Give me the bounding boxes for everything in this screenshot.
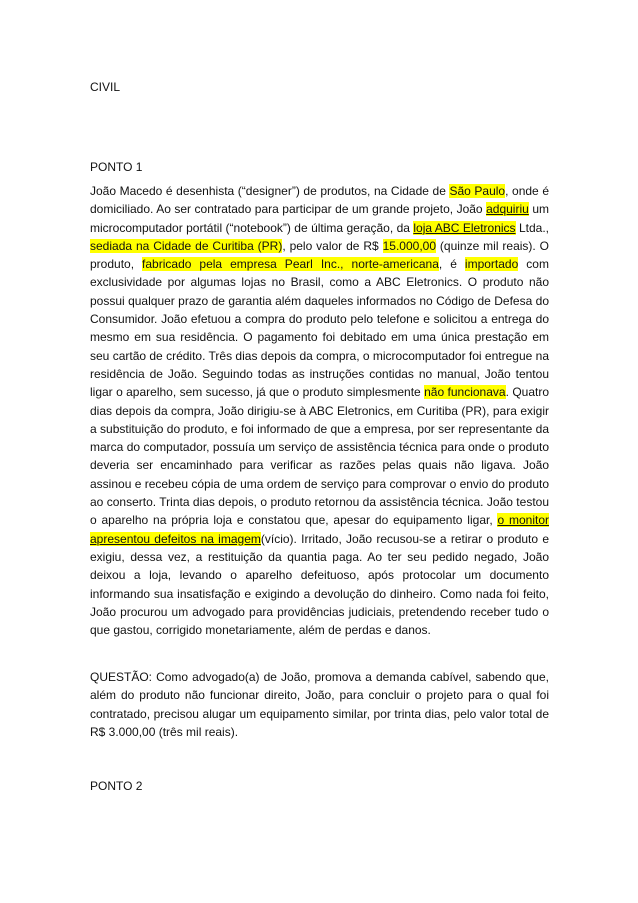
paragraph-text: , onde é domiciliado. Ao ser contratado para participar de um grande projeto, João: [90, 184, 549, 217]
highlighted-text: sediada na Cidade de Curitiba (PR): [90, 238, 283, 253]
highlighted-text: não funcionava: [424, 385, 506, 400]
paragraph-text: (vício). Irritado, João recusou-se a retirar o produto e exigiu, dessa vez, a restituição da quantia paga. Ao ter seu pedido negado, João deixou a loja, levando o aparelho defeituoso, após protocolar um documento informando sua insatisfação e exigindo a devolução do dinheiro. Como nada foi feito, João procurou um advogado para providências judiciais, pretendendo receber tudo o que gastou, corrigido monetariamente, além de perdas e danos.: [90, 531, 549, 638]
highlighted-text: 15.000,00: [382, 238, 436, 253]
highlighted-text: o monitor apresentou defeitos na imagem: [90, 513, 549, 546]
paragraph-text: João Macedo é desenhista (“designer”) de produtos, na Cidade de: [90, 184, 450, 198]
paragraph-text: . Quatro dias depois da compra, João dirigiu-se à ABC Eletronics, em Curitiba (PR), para exigir a substituição do produto, e foi informado de que a empresa, por ser representante da marca do computador, possuía um serviço de assistência técnica para onde o produto deveria ser encaminhado para verificar as razões pelas quais não ligava. João assinou e recebeu cópia de uma ordem de serviço para comprovar o envio do produto ao conserto. Trinta dias depois, o produto retornou da assistência técnica. João testou o aparelho na própria loja e constatou que, apesar do equipamento ligar,: [90, 385, 550, 528]
paragraph-text: com exclusividade por algumas lojas no Brasil, como a ABC Eletronics. O produto não possui qualquer prazo de garantia além daqueles informados no Código de Defesa do Consumidor. João efetuou a compra do produto pelo telefone e solicitou a entrega do mesmo em sua residência. O pagamento foi debitado em uma única prestação em seu cartão de crédito. Três dias depois da compra, o microcomputador foi entregue na residência de João. Seguindo todas as instruções contidas no manual, João tentou ligar o aparelho, sem sucesso, já que o produto simplesmente: [90, 257, 549, 400]
document-label: CIVIL: [90, 80, 121, 94]
paragraph-text: , é: [438, 257, 465, 272]
highlighted-text: adquiriu: [486, 202, 529, 217]
question-paragraph: QUESTÃO: Como advogado(a) de João, promova a demanda cabível, sabendo que, além do produto não funcionar direito, João, para concluir o projeto para o qual foi contratado, precisou alugar um equipamento similar, por trinta dias, pelo valor total de R$ 3.000,00 (três mil reais).: [90, 670, 549, 739]
paragraph-text: um microcomputador portátil (“notebook”) de última geração, da: [90, 202, 549, 235]
paragraph-text: Ltda.,: [515, 220, 549, 235]
paragraph-text: (quinze mil reais). O produto,: [90, 238, 549, 272]
paragraph-text: , pelo valor de R$: [282, 238, 383, 253]
section-heading-ponto-1: PONTO 1: [90, 160, 143, 174]
section-heading-ponto-2: PONTO 2: [90, 779, 143, 793]
highlighted-text: fabricado pela empresa Pearl Inc., norte-americana: [142, 257, 439, 272]
highlighted-text: importado: [464, 257, 519, 272]
highlighted-text: São Paulo: [449, 184, 506, 198]
case-paragraph: [90, 182, 549, 639]
highlighted-text: loja ABC Eletronics: [413, 220, 516, 235]
